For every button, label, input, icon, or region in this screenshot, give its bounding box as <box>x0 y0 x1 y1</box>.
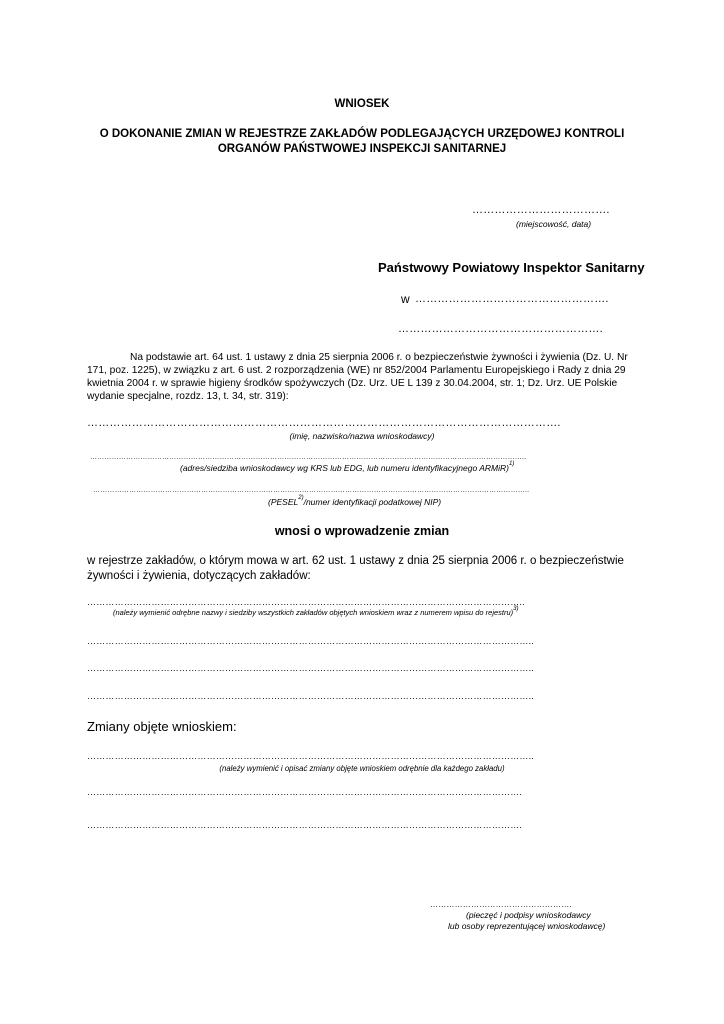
changes-heading: Zmiany objęte wnioskiem: <box>87 719 237 734</box>
request-heading: wnosi o wprowadzenie zmian <box>274 524 450 538</box>
applicant-name-caption: (imię, nazwisko/nazwa wnioskodawcy) <box>289 431 435 441</box>
changes-field-3[interactable]: ……………………………………………………………………………………………………………………………. <box>87 820 523 830</box>
addressee-city-field[interactable]: ……………………………………………. <box>415 293 609 305</box>
applicant-pesel-caption: (PESEL$^{2)}$/numer identyfikacji podatkowej NIP) <box>268 495 442 507</box>
changes-caption: (należy wymienić i opisać zmiany objęte wnioskiem odrębnie dla każdego zakładu) <box>219 764 505 773</box>
applicant-address-field[interactable]: ……………………………………………………………………………………………………………………………………………………………….. <box>90 454 527 461</box>
signature-caption-line2: lub osoby reprezentującej wnioskodawcę) <box>448 921 606 931</box>
place-date-field[interactable]: ………………………………. <box>472 204 610 216</box>
signature-caption-line1: (pieczęć i podpisy wnioskodawcy <box>466 910 591 920</box>
request-line2: żywności i żywienia, dotyczących zakładów: <box>87 570 311 582</box>
addressee-w-prefix: w <box>401 292 410 306</box>
changes-field-1[interactable]: ……………………………………………………………………………………………………………………………….. <box>87 751 535 761</box>
request-line1: w rejestrze zakładów, o którym mowa w art. 62 ust. 1 ustawy z dnia 25 sierpnia 2006 r. o bezpieczeństwie <box>87 555 624 567</box>
document-subtitle-line2: ORGANÓW PAŃSTWOWEJ INSPEKCJI SANITARNEJ <box>217 143 507 155</box>
document-title: WNIOSEK <box>334 98 390 110</box>
establishments-field-2[interactable]: ……………………………………………………………………………………………………………………………….. <box>87 636 535 646</box>
establishments-field-4[interactable]: ……………………………………………………………………………………………………………………………….. <box>87 691 535 701</box>
legal-basis-line4: wydanie specjalne, rozdz. 13, t. 34, str. 319): <box>87 391 289 402</box>
applicant-address-caption: (adres/siedziba wnioskodawcy wg KRS lub EDG, lub numeru identyfikacyjnego ARMiR)$^{1)}$ <box>180 461 515 473</box>
establishments-field-1[interactable]: …………………………………………………………………………………………………………………………….. <box>87 597 525 607</box>
addressee-title: Państwowy Powiatowy Inspektor Sanitarny <box>378 260 645 275</box>
document-subtitle-line1: O DOKONANIE ZMIAN W REJESTRZE ZAKŁADÓW PODLEGAJĄCYCH URZĘDOWEJ KONTROLI <box>99 128 625 140</box>
legal-basis-line3: kwietnia 2004 r. w sprawie higieny środków spożywczych (Dz. Urz. UE L 139 z 30.04.2004, str. 1; Dz. Urz. UE Polskie <box>87 378 618 389</box>
addressee-line2-field[interactable]: ………………………………………………. <box>398 323 603 335</box>
applicant-name-field[interactable]: ………………………………………………………………………………………………………………. <box>87 417 561 429</box>
changes-field-2[interactable]: ……………………………………………………………………………………………………………………………. <box>87 787 523 797</box>
place-date-caption: (miejscowość, data) <box>516 219 592 229</box>
signature-field[interactable]: ……………………………………………. <box>430 900 572 909</box>
establishments-caption: (należy wymienić odrębne nazwy i siedziby wszystkich zakładów objętych wnioskiem wraz z numerem wpisu do rejestru)$^{3)}$ <box>113 606 519 617</box>
establishments-field-3[interactable]: ……………………………………………………………………………………………………………………………….. <box>87 663 535 673</box>
legal-basis-line2: 171, poz. 1225), w związku z art. 6 ust. 2 rozporządzenia (WE) nr 852/2004 Parlamentu Europejskiego i Rady z dnia 29 <box>87 365 626 376</box>
applicant-pesel-field[interactable]: ……………………………………………………………………………………………………………………………………………………………….. <box>93 487 530 494</box>
legal-basis-line1: Na podstawie art. 64 ust. 1 ustawy z dnia 25 sierpnia 2006 r. o bezpieczeństwie żywności i żywienia (Dz. U. Nr <box>130 352 628 363</box>
